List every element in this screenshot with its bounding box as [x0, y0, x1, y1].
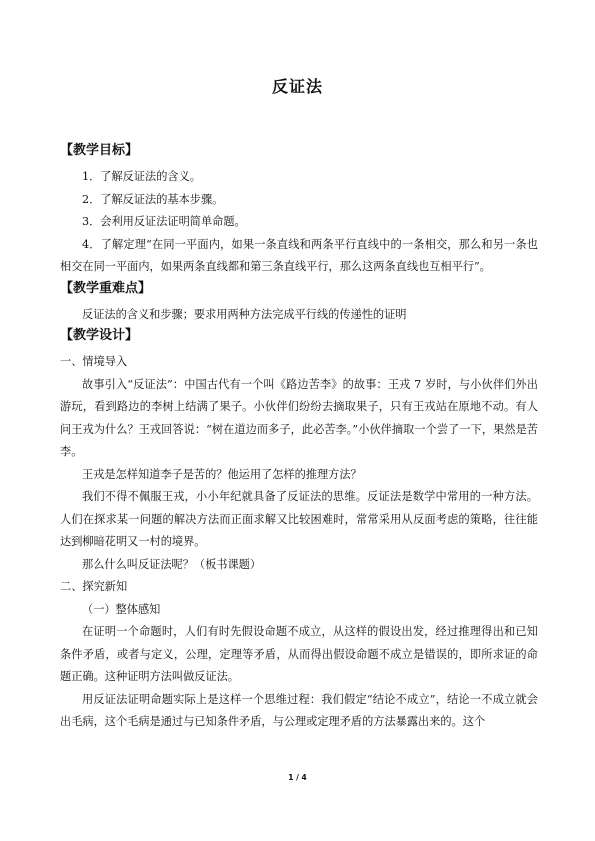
- body-paragraph: 用反证法证明命题实际上是这样一个思维过程：我们假定“结论不成立”，结论一不成立就会出毛病，这个毛病是通过与已知条件矛盾，与公理或定理矛盾的方法暴露出来的。这个: [60, 692, 538, 728]
- body-paragraph: 那么什么叫反证法呢？（板书课题）: [82, 557, 262, 571]
- goal-item: 4．了解定理“在同一平面内，如果一条直线和两条平行直线中的一条相交，那么和另一条也相交在同一平面内，如果两条直线都和第三条直线平行，那么这两条直线也互相平行”。: [60, 237, 538, 273]
- body-paragraph: 我们不得不佩服王戎，小小年纪就具备了反证法的思维。反证法是数学中常用的一种方法。人们在探求某一问题的解决方法而正面求解又比较困难时，常常采用从反面考虑的策略，往往能达到柳暗花明又一村的境界。: [60, 490, 538, 548]
- key-points-text: 反证法的含义和步骤；要求用两种方法完成平行线的传递性的证明: [82, 307, 407, 321]
- section-heading-design: 【教学设计】: [60, 328, 139, 343]
- goal-item: 1．了解反证法的含义。: [82, 170, 201, 183]
- sub-title: （一）整体感知: [82, 602, 161, 616]
- section-heading-goals: 【教学目标】: [60, 143, 139, 158]
- body-paragraph: 王戎是怎样知道李子是苦的？他运用了怎样的推理方法？: [82, 467, 362, 481]
- part-title: 一、情境导入: [60, 355, 128, 368]
- page-number: 1 / 4: [288, 773, 307, 782]
- section-heading-key-points: 【教学重难点】: [60, 280, 152, 296]
- goal-item: 3．会利用反证法证明简单命题。: [82, 215, 246, 228]
- goal-item: 2．了解反证法的基本步骤。: [82, 192, 224, 206]
- body-paragraph: 在证明一个命题时，人们有时先假设命题不成立，从这样的假设出发，经过推理得出和已知条件矛盾，或者与定义，公理，定理等矛盾，从而得出假设命题不成立是错误的，即所求证的命题正确。这种证明方法叫做反证法。: [60, 625, 538, 683]
- document-body: [60, 141, 538, 734]
- part-title: 二、探究新知: [60, 580, 128, 593]
- body-paragraph: 故事引入“反证法”：中国古代有一个叫《路边苦李》的故事：王戎 7 岁时，与小伙伴们外出游玩，看到路边的李树上结满了果子。小伙伴们纷纷去摘取果子，只有王戎站在原地不动。有人问王戎为什么？王戎回答说：“树在道边而多子，此必苦李。”小伙伴摘取一个尝了一下，果然是苦李。: [60, 377, 538, 458]
- document-title: 反证法: [271, 77, 323, 96]
